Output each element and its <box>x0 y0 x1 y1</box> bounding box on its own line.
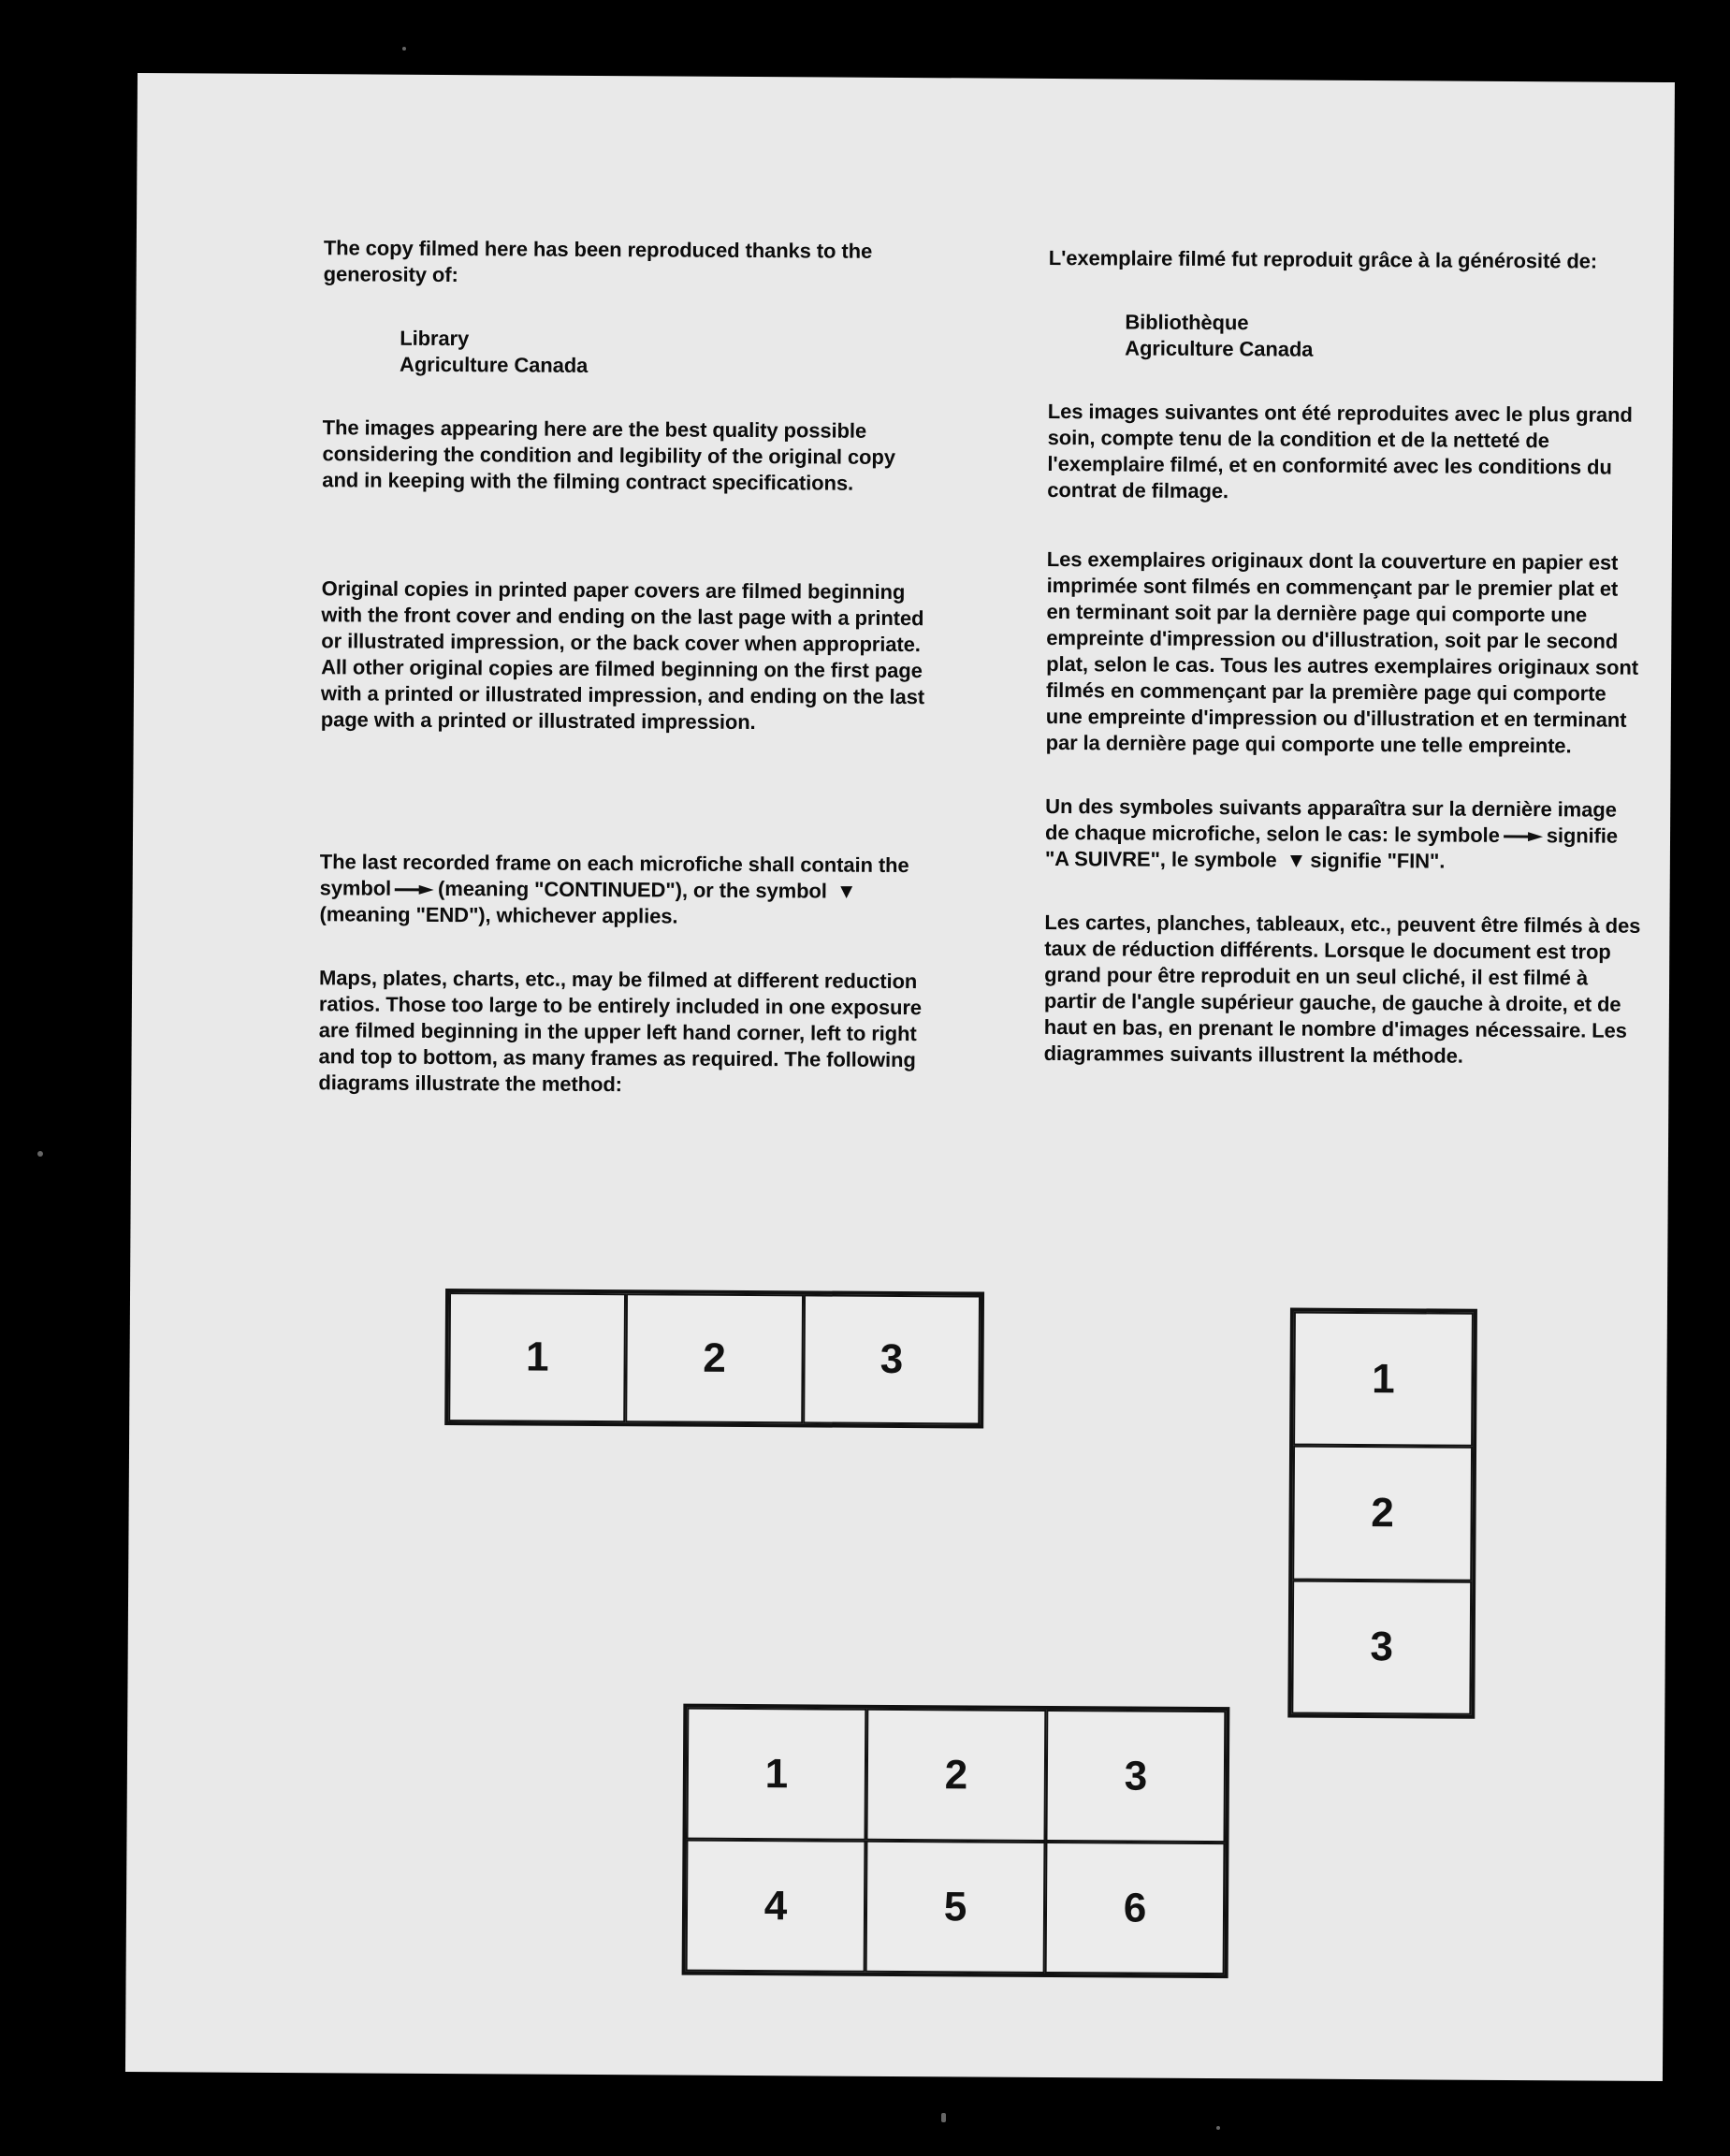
frame-cell: 1 <box>448 1292 626 1422</box>
film-speck <box>402 47 406 51</box>
film-speck <box>37 1151 43 1157</box>
institution-line: Bibliothèque <box>1125 310 1249 335</box>
intro-text: L'exemplaire filmé fut reproduit grâce à la générosité de: <box>1048 245 1598 273</box>
symbol-text: (meaning "CONTINUED"), or the symbol <box>438 876 827 903</box>
frame-cell: 2 <box>865 1709 1046 1842</box>
diagram-two-by-three <box>682 1704 1230 1979</box>
frame-cell: 1 <box>686 1708 866 1841</box>
institution-line: Library <box>400 326 470 351</box>
institution-block <box>323 325 931 381</box>
symbol-paragraph <box>1045 794 1645 876</box>
symbol-text: signifie "A SUIVRE", le symbole <box>1044 823 1619 872</box>
english-column <box>318 235 932 1137</box>
frame-cell: 3 <box>1291 1580 1472 1714</box>
diagram-three-across <box>444 1289 984 1429</box>
film-speck <box>941 2113 946 2122</box>
symbol-paragraph <box>319 849 928 931</box>
symbol-text: (meaning "END"), whichever applies. <box>319 902 678 928</box>
symbol-text: Un des symboles suivants apparaîtra sur la dernière image de chaque microfiche, selon le cas: le symbole <box>1044 794 1617 847</box>
end-triangle-icon: ▼ <box>1286 848 1307 872</box>
film-speck <box>1216 2126 1220 2130</box>
maps-paragraph: Maps, plates, charts, etc., may be filmed at different reduction ratios. Those too large to be entirely included in one exposure are filmed beginning in the upper left hand corner, left to right and top to bottom, as many frames as required. The following diagrams illustrate the method: <box>318 966 923 1097</box>
symbol-text: The last recorded frame on each microfiche shall contain the symbol <box>319 850 909 900</box>
institution-line: Agriculture Canada <box>400 352 589 377</box>
covers-paragraph: Les exemplaires originaux dont la couverture en papier est imprimée sont filmés en commençant par le premier plat et en terminant soit par la dernière page qui comporte une empreinte d'impression ou d'illustration, soit par le second plat, selon le cas. Tous les autres exemplaires originaux sont filmés en commençant par la première page qui comporte une empreinte d'impression ou d'illustration et en terminant par la dernière page qui comporte une telle empreinte. <box>1045 546 1639 758</box>
frame-cell: 6 <box>1045 1842 1226 1974</box>
frame-cell: 1 <box>1293 1312 1474 1447</box>
frame-cell: 3 <box>803 1294 981 1424</box>
frame-cell: 2 <box>1292 1446 1473 1581</box>
frame-cell: 5 <box>865 1841 1046 1974</box>
quality-paragraph: The images appearing here are the best quality possible considering the condition and legibility of the original copy and in keeping with the filming contract specifications. <box>322 415 895 495</box>
end-triangle-icon: ▼ <box>836 879 857 903</box>
covers-paragraph: Original copies in printed paper covers are filmed beginning with the front cover and ending on the last page with a printed or illustrated impression, or the back cover when appropriate. All other original copies are filmed beginning on the first page with a printed or illustrated impression, and ending on the last page with a printed or illustrated impression. <box>320 576 925 735</box>
intro-text: The copy filmed here has been reproduced thanks to the generosity of: <box>323 236 873 287</box>
french-column <box>1043 245 1648 1108</box>
arrow-right-icon <box>1504 832 1543 841</box>
arrow-right-icon <box>395 885 434 895</box>
institution-line: Agriculture Canada <box>1125 336 1314 361</box>
symbol-text: signifie "FIN". <box>1310 848 1446 873</box>
quality-paragraph: Les images suivantes ont été reproduites avec le plus grand soin, compte tenu de la condition et de la netteté de l'exemplaire filmé, et en conformité avec les conditions du contrat de filmage. <box>1047 399 1633 503</box>
frame-cell: 3 <box>1045 1710 1226 1843</box>
institution-block <box>1048 309 1647 365</box>
frame-cell: 4 <box>686 1840 866 1973</box>
maps-paragraph: Les cartes, planches, tableaux, etc., peuvent être filmés à des taux de réduction différents. Lorsque le document est trop grand pour être reproduit en un seul cliché, il est filmé à partir de l'angle supérieur gauche, de gauche à droite, et de haut en bas, en prenant le nombre d'images nécessaire. Les diagrammes suivants illustrent la méthode. <box>1043 910 1641 1068</box>
frame-cell: 2 <box>626 1293 804 1423</box>
document-page <box>125 73 1675 2081</box>
diagram-three-down <box>1287 1308 1477 1719</box>
